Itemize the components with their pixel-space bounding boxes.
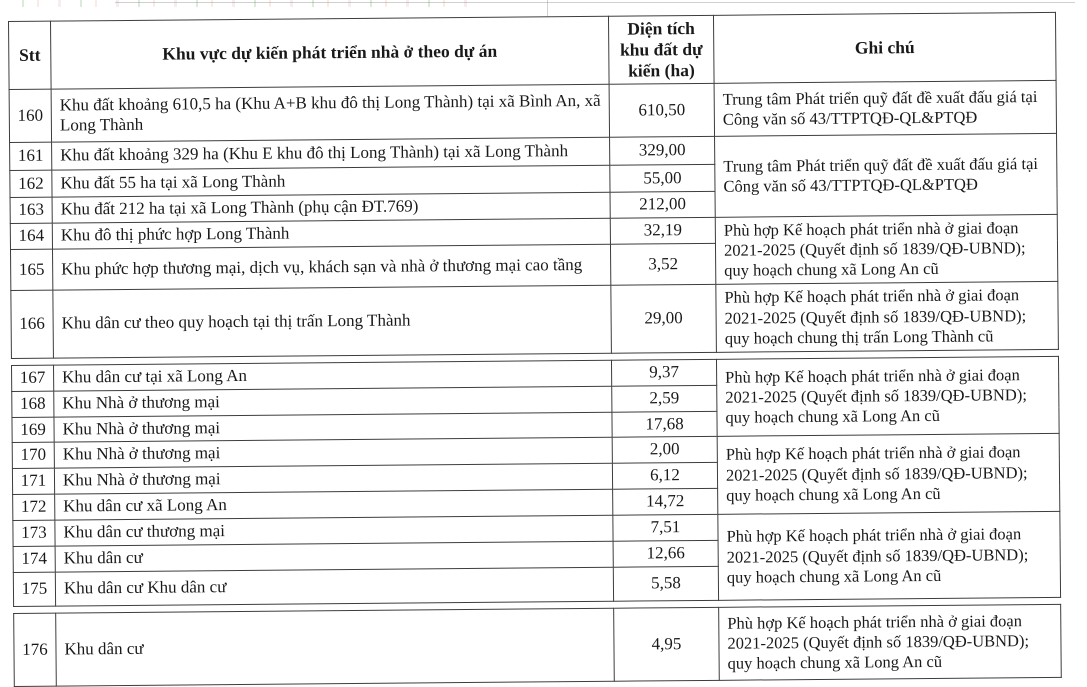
row-size: 329,00 [610,136,715,165]
row-name: Khu đất 212 ha tại xã Long Thành (phụ cận ĐT.769) [52,192,610,223]
land-plan-table-section-2 [11,356,1061,608]
row-name: Khu đô thị phức hợp Long Thành [52,218,610,249]
row-stt: 163 [10,197,52,223]
row-size: 610,50 [609,83,714,137]
row-size: 2,59 [612,385,717,412]
row-stt: 170 [12,442,54,468]
row-stt: 161 [10,142,52,170]
note-cell: Phù hợp Kế hoạch phát triển nhà ở giai đoạn 2021-2025 (Quyết định số 1839/QĐ-UBND); quy hoạch chung xã Long An cũ [718,511,1061,600]
row-name: Khu Nhà ở thương mại [54,386,612,417]
row-name: Khu dân cư xã Long An [55,489,613,520]
row-size: 55,00 [610,164,715,192]
row-size: 4,95 [614,607,720,681]
table-row [11,282,1059,359]
row-name: Khu dân cư theo quy hoạch tại thị trấn Long Thành [53,286,612,358]
row-size: 2,00 [612,436,717,463]
land-plan-table-section-1 [8,12,1059,359]
row-name: Khu phức hợp thương mại, dịch vụ, khách sạn và nhà ở thương mại cao tầng [52,244,610,290]
note-cell: Phù hợp Kế hoạch phát triển nhà ở giai đoạn 2021-2025 (Quyết định số 1839/QĐ-UBND); quy hoạch chung xã Long An cũ [716,356,1059,436]
row-stt: 172 [13,494,55,520]
row-size: 29,00 [611,285,717,353]
row-size: 7,51 [613,514,718,541]
land-plan-table-section-3 [13,604,1062,687]
note-cell: Phù hợp Kế hoạch phát triển nhà ở giai đoạn 2021-2025 (Quyết định số 1839/QĐ-UBND); quy hoạch chung xã Long An cũ [717,433,1060,514]
scanned-document-table [8,12,1061,687]
row-size: 17,68 [612,411,717,437]
table-row [14,604,1062,686]
note-cell: Phù hợp Kế hoạch phát triển nhà ở giai đoạn 2021-2025 (Quyết định số 1839/QĐ-UBND); quy hoạch chung thị trấn Long Thành cũ [716,282,1059,352]
row-stt: 165 [10,249,52,291]
row-size: 6,12 [612,462,717,489]
row-name: Khu dân cư [55,541,613,572]
note-cell: Trung tâm Phát triển quỹ đất đề xuất đấu giá tại Công văn số 43/TTPTQĐ-QL&PTQĐ [714,80,1056,136]
row-stt: 164 [10,223,52,250]
note-cell: Phù hợp Kế hoạch phát triển nhà ở giai đoạn 2021-2025 (Quyết định số 1839/QĐ-UBND); quy hoạch chung xã Long An cũ [715,214,1058,284]
row-name: Khu đất 55 ha tại xã Long Thành [52,165,610,197]
row-name: Khu dân cư Khu dân cư [55,567,613,606]
note-cell: Trung tâm Phát triển quỹ đất đề xuất đấu giá tại Công văn số 43/TTPTQĐ-QL&PTQĐ [715,133,1058,217]
row-size: 32,19 [610,217,715,244]
header-stt: Stt [9,21,52,89]
row-stt: 175 [13,572,55,606]
row-size: 212,00 [610,191,715,218]
row-name: Khu đất khoảng 610,5 ha (Khu A+B khu đô thị Long Thành) tại xã Bình An, xã Long Thành [51,84,609,142]
row-size: 12,66 [613,540,718,567]
table-row [9,80,1056,142]
header-project-area: Khu vực dự kiến phát triển nhà ở theo dự án [51,16,610,89]
row-name: Khu dân cư [56,608,615,686]
row-size: 5,58 [613,566,718,601]
note-cell: Phù hợp Kế hoạch phát triển nhà ở giai đoạn 2021-2025 (Quyết định số 1839/QĐ-UBND); quy hoạch chung xã Long An cũ [719,604,1062,680]
row-stt: 169 [12,417,54,443]
row-size: 14,72 [613,488,718,515]
row-stt: 174 [13,546,55,572]
header-note: Ghi chú [713,12,1056,83]
row-stt: 160 [9,89,51,142]
row-stt: 168 [12,391,54,417]
row-name: Khu đất khoảng 329 ha (Khu E khu đô thị Long Thành) tại xã Long Thành [52,137,610,170]
row-name: Khu Nhà ở thương mại [54,463,612,494]
row-stt: 167 [12,365,54,391]
row-name: Khu dân cư thương mại [55,515,613,546]
header-row [9,12,1057,89]
row-size: 9,37 [611,359,716,386]
scanner-edge-artifact [115,2,1075,3]
row-size: 3,52 [610,243,715,285]
row-stt: 173 [13,520,55,546]
row-stt: 166 [11,290,54,358]
header-land-size: Diện tích khu đất dự kiến (ha) [608,15,714,84]
row-name: Khu Nhà ở thương mại [54,412,612,442]
row-name: Khu Nhà ở thương mại [54,437,612,468]
row-name: Khu dân cư tại xã Long An [54,360,612,391]
row-stt: 176 [14,613,57,686]
row-stt: 162 [10,170,52,197]
row-stt: 171 [12,468,54,494]
